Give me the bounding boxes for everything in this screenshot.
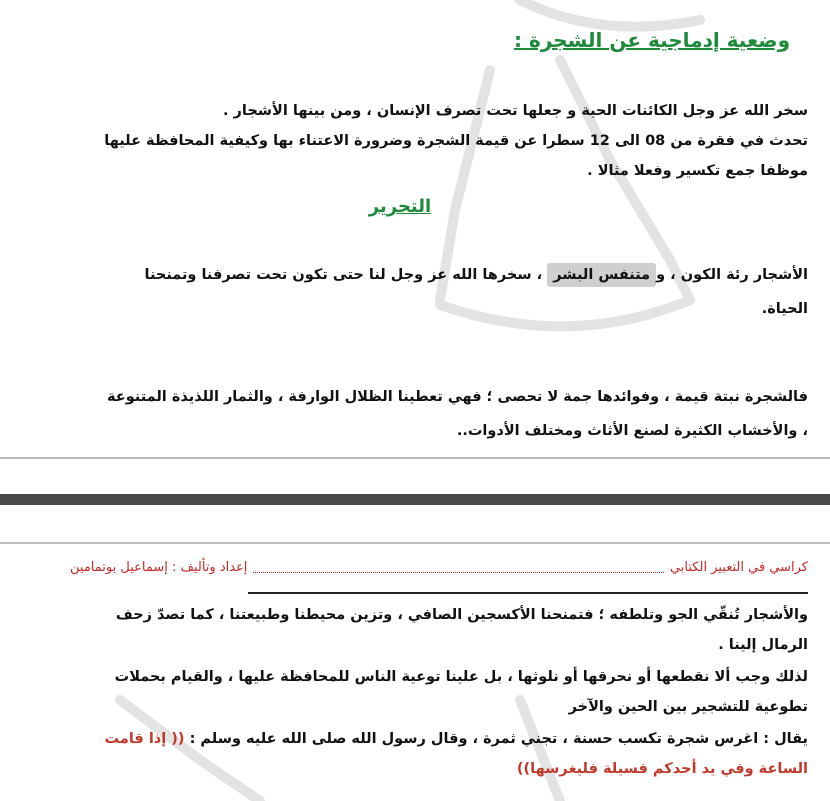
paragraph-line: لذلك وجب ألا نقطعها أو نحرقها أو نلوثها ، بل علينا توعية الناس للمحافظة عليها ، والقيام بحملات [114,669,808,685]
paragraph-line: والأشجار تُنقّي الجو وتلطفه ؛ فتمنحنا الأكسجين الصافي ، وتزين محيطنا وطبيعتنا ، كما تصدّ زحف [115,607,808,623]
page-title: وضعية إدماجية عن الشجرة : [514,28,790,52]
body-paragraph [28,380,808,448]
header-author: إعداد وتأليف : إسماعيل بوتمامين [70,560,248,575]
body-line: فالشجرة نبتة قيمة ، وفوائدها جمة لا تحصى ؛ فهي تعطينا الظلال الوارفة ، والثمار اللذيذة المتنوعة [107,389,808,405]
intro-text-post: ، سخرها الله عز وجل لنا حتى تكون تحت تصرفنا وتمنحنا [144,267,548,283]
page-bottom-rule [0,457,830,459]
paragraph-line: تطوعية للتشجير بين الحين والآخر [568,699,808,715]
paragraph-3 [28,662,808,722]
header-rule [248,592,808,594]
task-line: تحدث في فقرة من 08 الى 12 سطرا عن قيمة الشجرة وضرورة الاعتناء بها وكيفية المحافظة عليها [104,133,808,149]
highlighted-phrase: متنفس البشر [547,263,656,287]
hadith-quote-start: (( إذا قامت [104,731,185,747]
quote-intro: يقال : اغرس شجرة تكسب حسنة ، تجني ثمرة ، وقال رسول الله صلى الله عليه وسلم : [184,731,808,747]
section-subheading: التحرير [368,196,432,217]
task-statement [28,96,808,186]
task-line: موظفا جمع تكسير وفعلا مثالا . [587,163,808,179]
paragraph-2 [28,600,808,660]
header-dots [253,562,664,573]
page-top-rule [0,542,830,544]
header-book-title: كراسي في التعبير الكتابي [669,560,808,575]
body-line: ، والأخشاب الكثيرة لصنع الأثاث ومختلف الأدوات.. [456,423,808,439]
intro-paragraph [28,258,808,326]
page-separator [0,494,830,505]
paragraph-line: الرمال إلينا . [718,637,808,653]
paragraph-4 [28,724,808,784]
hadith-quote-end: الساعة وفي يد أحدكم فسيلة فليغرسها)) [516,761,808,777]
intro-line2: الحياة. [761,301,808,317]
page2-header [70,560,808,575]
task-line: سخر الله عز وجل الكائنات الحية و جعلها تحت تصرف الإنسان ، ومن بينها الأشجار . [223,103,808,119]
intro-text-pre: الأشجار رئة الكون ، و [656,267,808,283]
